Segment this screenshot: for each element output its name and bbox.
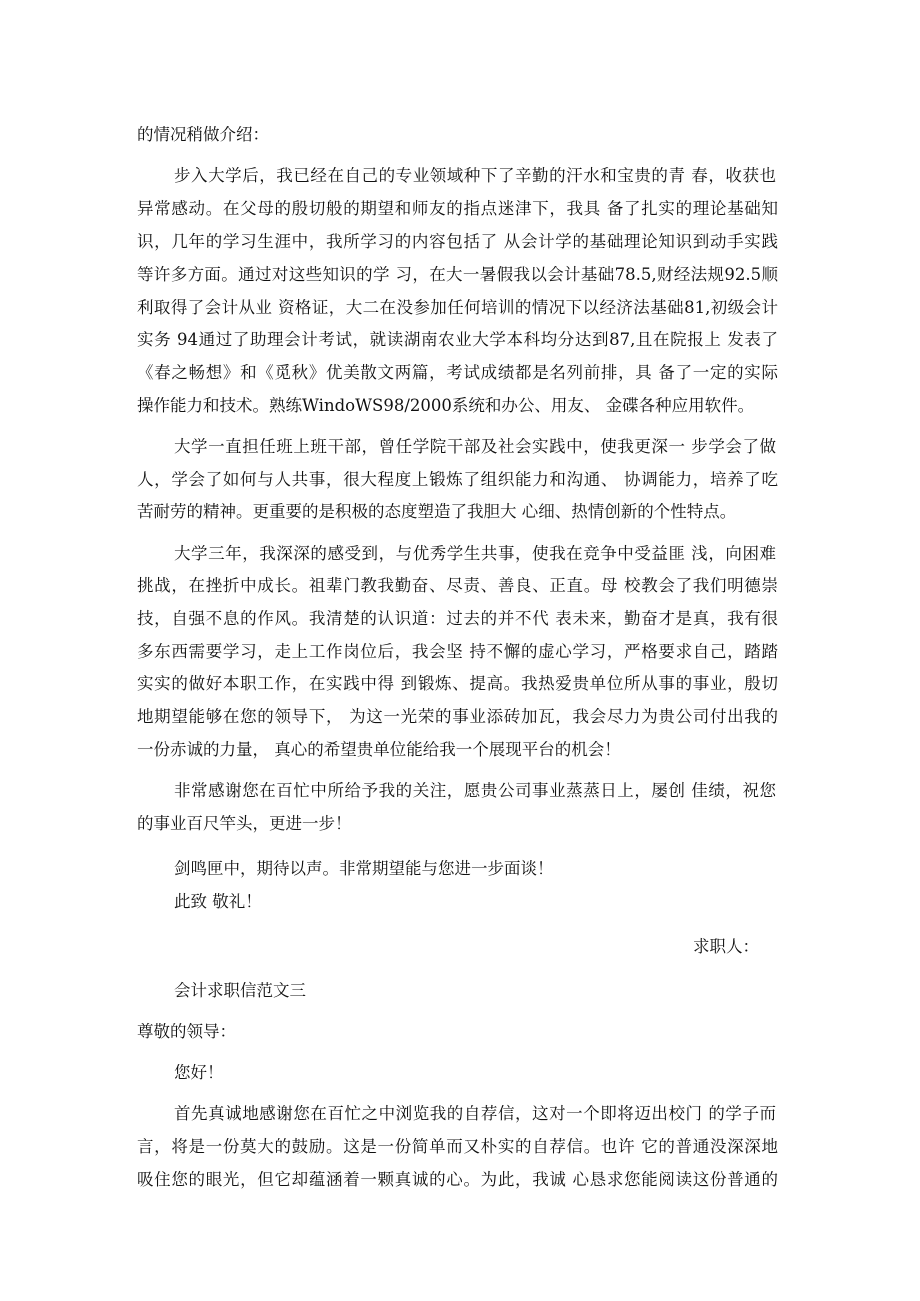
letter-hello: 您好！ xyxy=(174,1063,224,1082)
text-line: 识，几年的学习生涯中，我所学习的内容包括了 从会计学的基础理论知识到动手实践 xyxy=(137,232,778,251)
text-line: 技，自强不息的作风。我清楚的认识道：过去的并不代 表未来，勤奋才是真，我有很 xyxy=(137,609,778,628)
text-line: 苦耐劳的精神。更重要的是积极的态度塑造了我胆大 心细、热情创新的个性特点。 xyxy=(137,502,737,521)
text-line: 的情况稍做介绍： xyxy=(137,125,269,144)
text-line: 剑鸣匣中，期待以声。非常期望能与您进一步面谈！ xyxy=(174,859,554,878)
text-line: 实务 94通过了助理会计考试，就读湖南农业大学本科均分达到87,且在院报上 发表了 xyxy=(137,330,778,349)
text-line: 言，将是一份莫大的鼓励。这是一份简单而又朴实的自荐信。也许 它的普通没深深地 xyxy=(137,1137,778,1156)
text-line: 大学一直担任班上班干部，曾任学院干部及社会实践中，使我更深一 步学会了做 xyxy=(174,437,776,456)
text-line: 大学三年，我深深的感受到，与优秀学生共事，使我在竞争中受益匪 浅，向困难 xyxy=(174,544,776,563)
text-line: 异常感动。在父母的殷切般的期望和师友的指点迷津下，我具 备了扎实的理论基础知 xyxy=(137,199,778,218)
text-line: 多东西需要学习，走上工作岗位后，我会坚 持不懈的虚心学习，严格要求自己，踏踏 xyxy=(137,642,778,661)
text-line: 地期望能够在您的领导下， 为这一光荣的事业添砖加瓦，我会尽力为贵公司付出我的 xyxy=(137,707,778,726)
text-line: 步入大学后，我已经在自己的专业领域种下了辛勤的汗水和宝贵的青 春，收获也 xyxy=(174,166,776,185)
text-line: 利取得了会计从业 资格证，大二在没参加任何培训的情况下以经济法基础81,初级会计 xyxy=(137,298,778,317)
text-line: 首先真诚地感谢您在百忙之中浏览我的自荐信，这对一个即将迈出校门 的学子而 xyxy=(174,1104,776,1123)
letter-greeting: 尊敬的领导： xyxy=(137,1022,236,1041)
section-title: 会计求职信范文三 xyxy=(174,981,306,1000)
text-line: 挑战，在挫折中成长。祖辈门教我勤奋、尽责、善良、正直。母 校教会了我们明德崇 xyxy=(137,576,778,595)
text-line: 《春之畅想》和《觅秋》优美散文两篇，考试成绩都是名列前排，具 备了一定的实际 xyxy=(137,363,778,382)
signature-label: 求职人： xyxy=(693,937,759,956)
text-line: 实实的做好本职工作，在实践中得 到锻炼、提高。我热爱贵单位所从事的事业，殷切 xyxy=(137,674,778,693)
text-line: 一份赤诚的力量， 真心的希望贵单位能给我一个展现平台的机会！ xyxy=(137,740,621,759)
text-line: 非常感谢您在百忙中所给予我的关注，愿贵公司事业蒸蒸日上，屡创 佳绩，祝您 xyxy=(174,781,776,800)
text-line: 的事业百尺竿头，更进一步！ xyxy=(137,814,352,833)
text-line: 人，学会了如何与人共事，很大程度上锻炼了组织能力和沟通、 协调能力，培养了吃 xyxy=(137,470,778,489)
text-line: 等许多方面。通过对这些知识的学 习，在大一暑假我以会计基础78.5,财经法规92.5顺 xyxy=(137,265,778,284)
text-line: 吸住您的眼光，但它却蕴涵着一颗真诚的心。为此，我诚 心恳求您能阅读这份普通的 xyxy=(137,1170,778,1189)
closing-salutation: 此致 敬礼！ xyxy=(174,892,262,911)
text-line: 操作能力和技术。熟练WindoWS98/2000系统和办公、用友、 金碟各种应用软件。 xyxy=(137,396,755,415)
